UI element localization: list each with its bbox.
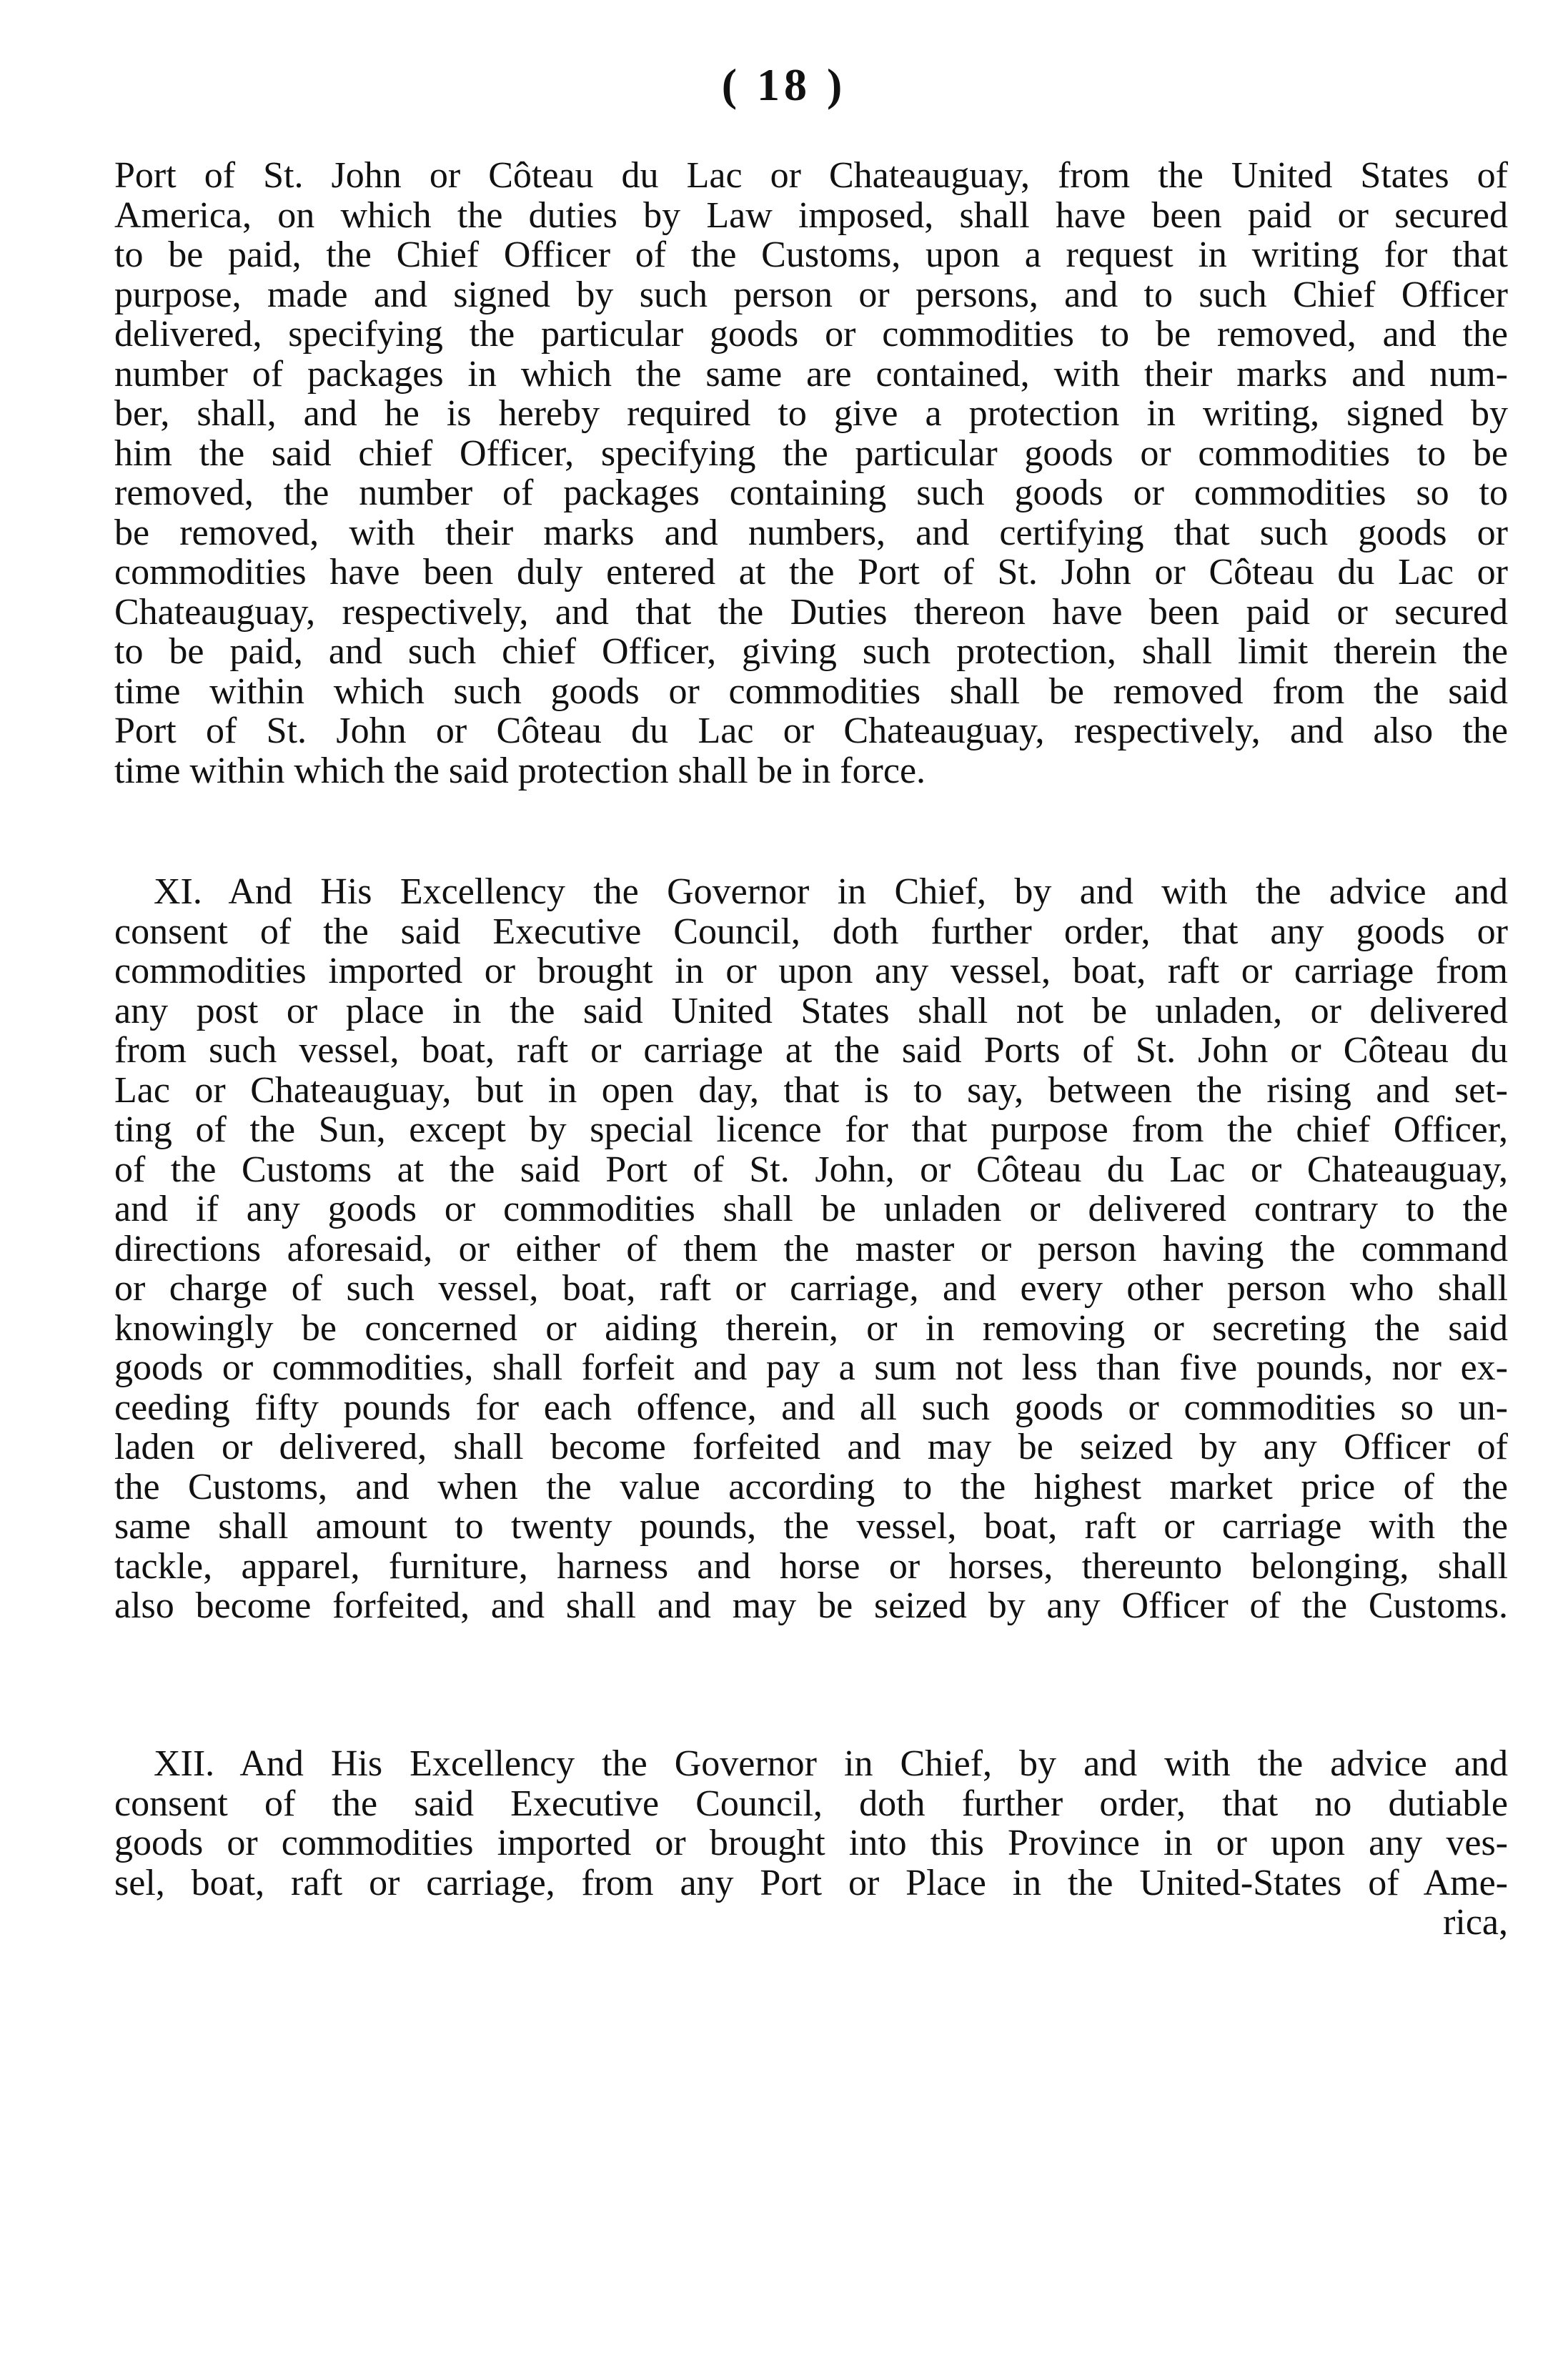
text-line: or charge of such vessel, boat, raft or carriage, and every other person who shall bbox=[114, 1268, 1508, 1309]
text-line: XI. And His Excellency the Governor in Chief, by and with the advice and bbox=[154, 871, 1508, 912]
text-line: commodities imported or brought in or upon any vessel, boat, raft or carriage from bbox=[114, 951, 1508, 991]
text-line: of the Customs at the said Port of St. John, or Côteau du Lac or Chateauguay, bbox=[114, 1149, 1508, 1190]
text-line: consent of the said Executive Council, doth further order, that no dutiable bbox=[114, 1783, 1508, 1824]
text-line: any post or place in the said United States shall not be unladen, or delivered bbox=[114, 990, 1508, 1031]
paragraph-section-xii bbox=[114, 1744, 1508, 1943]
page-number: ( 18 ) bbox=[721, 59, 847, 110]
text-line: directions aforesaid, or either of them the master or person having the command bbox=[114, 1228, 1508, 1269]
text-line: to be paid, the Chief Officer of the Customs, upon a request in writing for that bbox=[114, 234, 1508, 275]
text-line: same shall amount to twenty pounds, the vessel, boat, raft or carriage with the bbox=[114, 1506, 1508, 1547]
text-line: purpose, made and signed by such person or persons, and to such Chief Officer bbox=[114, 274, 1508, 315]
text-line: goods or commodities imported or brought into this Province in or upon any ves- bbox=[114, 1823, 1508, 1863]
text-line: to be paid, and such chief Officer, giving such protection, shall limit therein the bbox=[114, 631, 1508, 672]
text-line: and if any goods or commodities shall be unladen or delivered contrary to the bbox=[114, 1189, 1508, 1229]
text-line: ber, shall, and he is hereby required to give a protection in writing, signed by bbox=[114, 393, 1508, 434]
text-line: ting of the Sun, except by special licence for that purpose from the chief Officer, bbox=[114, 1109, 1508, 1150]
text-line: him the said chief Officer, specifying the particular goods or commodities to be bbox=[114, 432, 1508, 474]
text-line: XII. And His Excellency the Governor in Chief, by and with the advice and bbox=[154, 1743, 1508, 1784]
text-line: time within which such goods or commodities shall be removed from the said bbox=[114, 670, 1508, 712]
paragraph-continuation bbox=[114, 156, 1508, 791]
text-line: removed, the number of packages containing such goods or commodities so to bbox=[114, 472, 1508, 513]
text-line: Port of St. John or Côteau du Lac or Chateauguay, respectively, and also the bbox=[114, 710, 1508, 751]
text-line: commodities have been duly entered at the Port of St. John or Côteau du Lac or bbox=[114, 552, 1508, 593]
text-line: knowingly be concerned or aiding therein, or in removing or secreting the said bbox=[114, 1307, 1508, 1349]
text-line: ceeding fifty pounds for each offence, and all such goods or commodities so un- bbox=[114, 1387, 1508, 1428]
text-line: tackle, apparel, furniture, harness and horse or horses, thereunto belonging, shall bbox=[114, 1545, 1508, 1587]
text-line: America, on which the duties by Law imposed, shall have been paid or secured bbox=[114, 194, 1508, 236]
text-line: also become forfeited, and shall and may be seized by any Officer of the Customs. bbox=[114, 1585, 1508, 1626]
text-line: time within which the said protection shall be in force. bbox=[114, 750, 926, 791]
text-line: from such vessel, boat, raft or carriage at the said Ports of St. John or Côteau du bbox=[114, 1030, 1508, 1071]
text-line: laden or delivered, shall become forfeited and may be seized by any Officer of bbox=[114, 1427, 1508, 1467]
text-line: be removed, with their marks and numbers, and certifying that such goods or bbox=[114, 512, 1508, 553]
text-line: goods or commodities, shall forfeit and pay a sum not less than five pounds, nor ex- bbox=[114, 1347, 1508, 1388]
text-line: Port of St. John or Côteau du Lac or Chateauguay, from the United States of bbox=[114, 155, 1508, 196]
paragraph-section-xi bbox=[114, 872, 1508, 1626]
text-line: the Customs, and when the value according to the highest market price of the bbox=[114, 1466, 1508, 1507]
text-line: consent of the said Executive Council, doth further order, that any goods or bbox=[114, 911, 1508, 952]
text-line: sel, boat, raft or carriage, from any Port or Place in the United-States of Ame- bbox=[114, 1862, 1508, 1903]
text-line: Chateauguay, respectively, and that the Duties thereon have been paid or secured bbox=[114, 591, 1508, 633]
catchword: rica, bbox=[1443, 1902, 1508, 1943]
text-line: number of packages in which the same are contained, with their marks and num- bbox=[114, 353, 1508, 395]
text-line: Lac or Chateauguay, but in open day, that is to say, between the rising and set- bbox=[114, 1069, 1508, 1111]
text-line: delivered, specifying the particular goods or commodities to be removed, and the bbox=[114, 314, 1508, 355]
